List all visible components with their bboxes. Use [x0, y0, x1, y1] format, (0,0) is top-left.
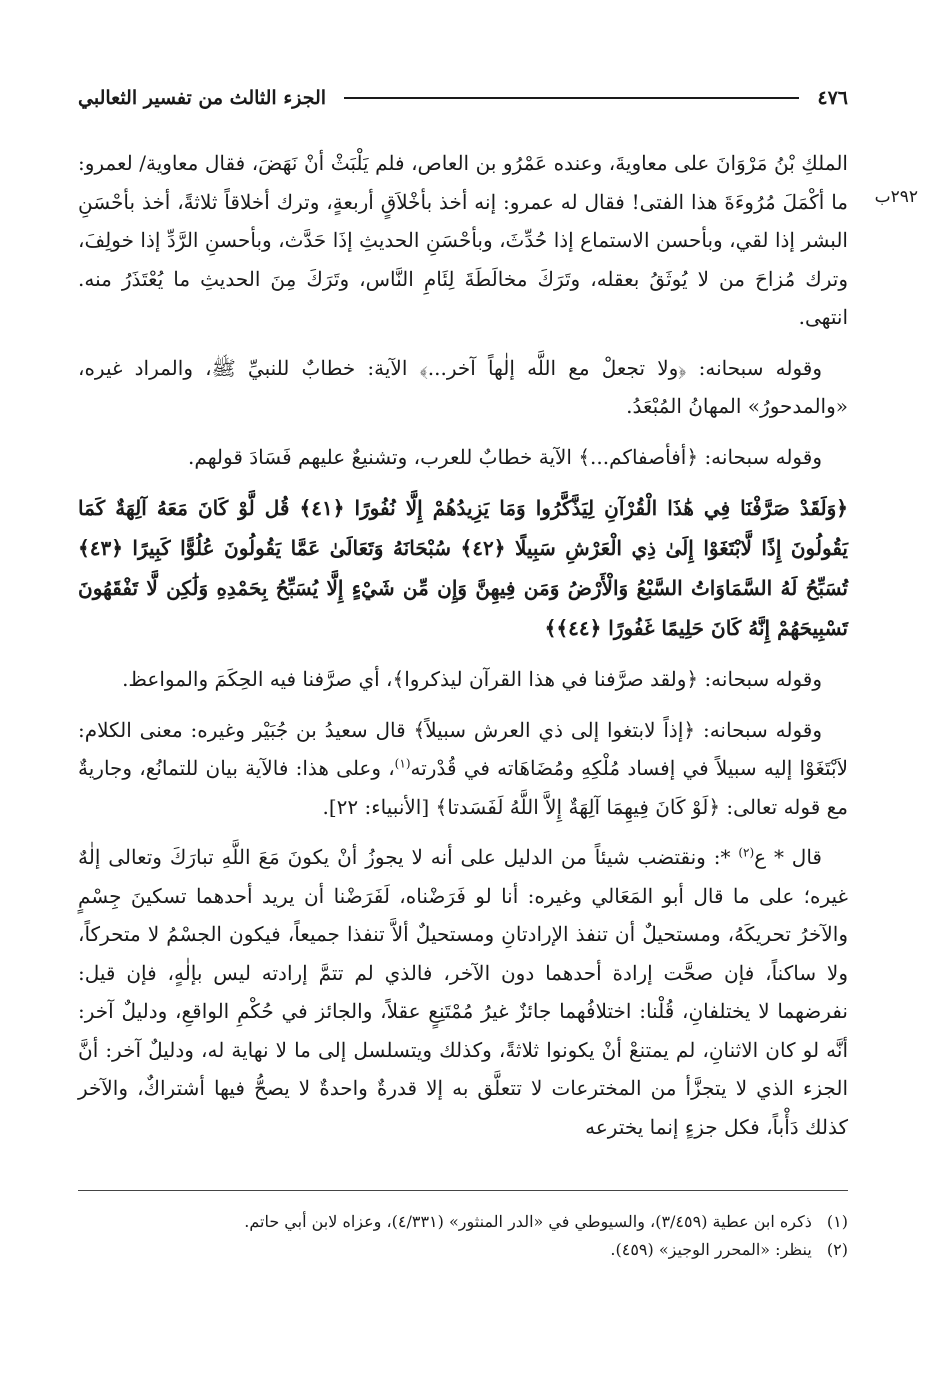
footnote-text: ينظر: «المحرر الوجيز» (٤٥٩). — [610, 1240, 812, 1259]
footnote — [78, 1208, 848, 1236]
paragraph-text: وقوله سبحانه: ﴿أفأصفاكم...﴾ الآية خطابٌ للعرب، وتشنيعٌ عليهم فَسَادَ قولهم. — [188, 444, 822, 469]
book-page — [78, 78, 918, 1158]
paragraph — [78, 660, 848, 699]
paragraph-text: *: ونقتضب شيئاً من الدليل على أنه لا يجوزُ أنْ يكونَ مَعَ اللَّهِ تبارَكَ وتعالى إلٰهٌ غيره؛ على ما قال أبو المَعَالي وغيره: أنا لو فَرَضْناه، لَفَرَضْنا أن يريد أحدهما تسكينَ جِسْمٍ والآخرُ تحريكَهُ، ومستحيلٌ أن تنفذ الإرادتانِ ومستحيلٌ ألاَّ تنفذا جميعاً، فيكون الجسْمُ لا متحركاً، ولا ساكناً، فإن صحَّت إرادة أحدهما دون الآخر، فالذي لم تتمَّ إرادته ليس بإلٰهٍ، فإن قيل: نفرضهما لا يختلفانِ، قُلْنا: اختلافُهما جائزٌ غيرُ مُمْتَنِعٍ عقلاً، والجائز في حُكْمِ الواقعِ، ودليلٌ آخر: أنَّه لو كان الاثنانِ، لم يمتنعْ أنْ يكونوا ثلاثةً، وكذلك ويتسلسل إلى ما لا نهاية له، ودليلٌ آخر: أنَّ الجزء الذي لا يتجزَّأ من المخترعات لا تتعلَّق به إلا قدرةٌ واحدةٌ لا يصحُّ فيها أشتراكٌ، والآخر كذلك دَأْباً، فكل جزءٍ إنما يخترعه — [78, 845, 848, 1139]
footnotes — [78, 1208, 848, 1264]
paragraph-text: الملكِ بْنُ مَرْوَانَ على معاويةَ، وعنده عَمْرُو بن العاص، فلم يَلْبَثْ أنْ نَهَضَ، فقال معاوية/ لعمرو: ما أكْمَلَ مُرُوءَةَ هذا الفتى! فقال له عمرو: إنه أخذ بأخْلاَقٍ أربعةٍ، وترك أخلاقاً ثلاثةً، أخذ بأحْسَنِ البشر إذا لقي، وبأحسن الاستماع إذا حُدِّثَ، وبأحْسَنِ الحديثِ إذَا حَدَّث، وبأحسنِ الرَّدِّ إذا خولِفَ، وترك مُزاحَ من لا يُوثَقُ بعقله، وتَرَكَ مخالَطَةَ لِئَامِ النَّاس، وتَرَكَ مِنَ الحديثِ ما يُعْتَذَرُ منه. انتهى. — [78, 151, 848, 329]
quran-verses: ﴿وَلَقَدْ صَرَّفْنَا فِي هَٰذَا الْقُرْآنِ لِيَذَّكَّرُوا وَمَا يَزِيدُهُمْ إِلَّا نُفُورًا ﴿٤١﴾ قُل لَّوْ كَانَ مَعَهُ آلِهَةٌ كَمَا يَقُولُونَ إِذًا لَّابْتَغَوْا إِلَىٰ ذِي الْعَرْشِ سَبِيلًا ﴿٤٢﴾ سُبْحَانَهُ وَتَعَالَىٰ عَمَّا يَقُولُونَ عُلُوًّا كَبِيرًا ﴿٤٣﴾ تُسَبِّحُ لَهُ السَّمَاوَاتُ السَّبْعُ وَالْأَرْضُ وَمَن فِيهِنَّ وَإِن مِّن شَيْءٍ إِلَّا يُسَبِّحُ بِحَمْدِهِ وَلَٰكِن لَّا تَفْقَهُونَ تَسْبِيحَهُمْ إِنَّهُ كَانَ حَلِيمًا غَفُورًا ﴿٤٤﴾﴾ — [78, 496, 849, 640]
footnote-text: ذكره ابن عطية (٣/٤٥٩)، والسيوطي في «الدر المنثور» (٤/٣٣١)، وعزاه لابن أبي حاتم. — [244, 1212, 812, 1231]
footnote-number: (١) — [826, 1212, 848, 1231]
paragraph — [78, 144, 918, 337]
page-number: ٤٧٦ — [817, 87, 848, 109]
footnote-ref-1[interactable]: (١) — [394, 756, 411, 771]
footnote — [78, 1236, 848, 1264]
running-title: الجزء الثالث من تفسير الثعالبي — [78, 87, 327, 109]
header-rule — [344, 97, 799, 99]
paragraph — [78, 838, 848, 1146]
manuscript-folio-note: ٢٩٢ب — [874, 187, 918, 207]
paragraph-text: قال * ع — [754, 845, 822, 869]
paragraph-text: وقوله سبحانه: ﴿إذاً لابتغوا إلى ذي العرش سبيلاً﴾ قال سعيدُ بن جُبَيْر وغيره: معنى الكلام: لاَبْتَغَوْا إليه سبيلاً في إفساد مُلْكِهِ ومُضَاهَاته في قُدْرته — [78, 717, 848, 780]
paragraph-text: وقوله سبحانه: ﴿ولا تجعلْ مع اللَّه إلٰهاً آخر...﴾ الآية: خطابٌ للنبيِّ ﷺ، والمراد غيره، «والمدحورُ» المهانُ المُبْعَدُ. — [78, 355, 848, 418]
page-header — [78, 78, 848, 118]
main-text — [78, 144, 918, 1146]
paragraph — [78, 438, 848, 477]
paragraph-text: ، وعلى هذا: فالآية بيان للتمانُع، وجاريةٌ مع قوله تعالى: ﴿لَوْ كَانَ فِيهِمَا آلِهَةٌ إِلاَّ اللَّهُ لَفَسَدتا﴾ [الأنبياء: ٢٢]. — [78, 756, 848, 819]
footnote-ref-2[interactable]: (٢) — [738, 845, 755, 860]
footnote-separator — [78, 1190, 848, 1191]
paragraph — [78, 349, 848, 426]
paragraph-text: وقوله سبحانه: ﴿ولقد صرَّفنا في هذا القرآن ليذكروا﴾، أي صرَّفنا فيه الحِكَمَ والمواعظ. — [122, 667, 822, 691]
paragraph — [78, 711, 848, 827]
footnote-number: (٢) — [826, 1240, 848, 1259]
